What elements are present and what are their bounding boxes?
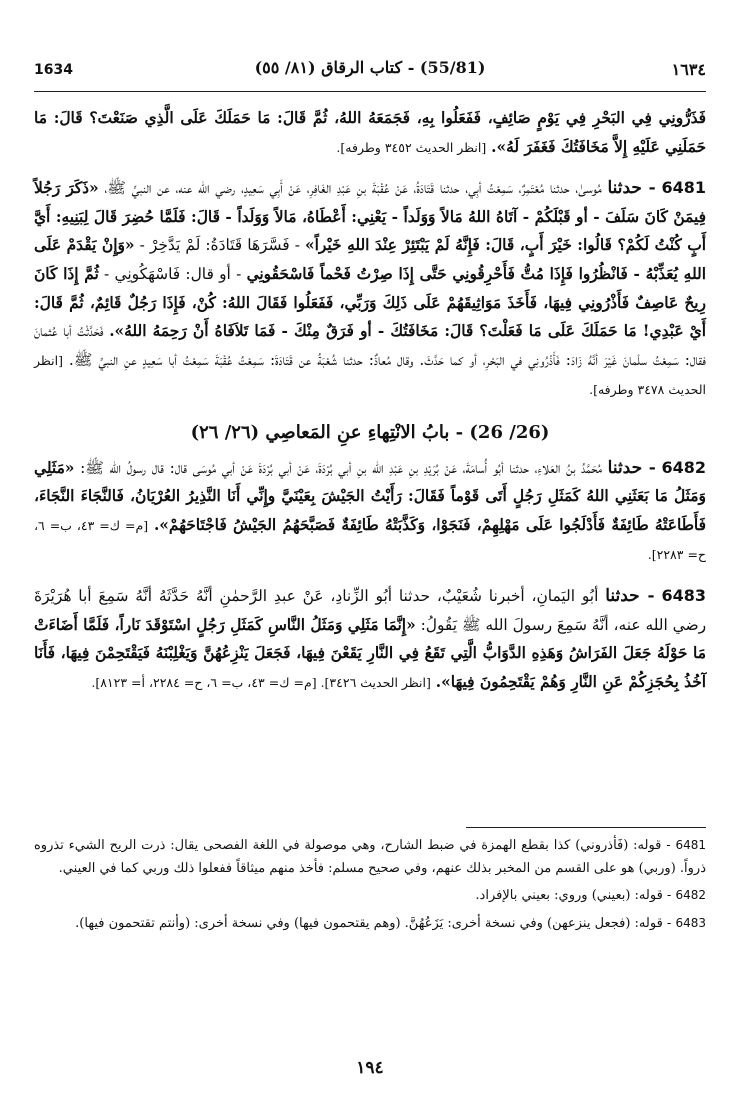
page-number-latin: 1634: [34, 62, 73, 78]
commentary: فَحَدَّثْتُ أبا عُثمانَ فقال: سَمِعْتُ سلْمانَ غَيْرَ أنَّهُ زَادَ: فَأَذْرُونِي في البَحْرِ، أو كما حَدَّثَ. وقال مُعاذٌ: حدثنا شُعْبَةُ عن قَتَادَةَ: سَمِعْتُ عُقْبَةَ سَمِعْتُ أبا سَعِيدٍ عنِ النبيِّ ﷺ.: [34, 322, 706, 369]
hadith-6482: [34, 454, 706, 570]
footnote-number: 6481: [675, 838, 706, 852]
hadith-6483: [34, 582, 706, 697]
page-number-arabic: ١٦٣٤: [671, 60, 706, 79]
hadith-number: 6482: [661, 457, 706, 477]
footnote: [34, 884, 706, 908]
chapter-title: (26/ 26) - بابُ الانْتِهاءِ عنِ المَعاصِي (٢٦/ ٢٦): [190, 421, 550, 443]
haddathana-label: - حدثنا: [605, 585, 655, 606]
page-footer-number: ١٩٤: [356, 1058, 384, 1078]
haddathana-label: - حدثنا: [607, 178, 656, 199]
isnad: أبُو اليَمانِ، أخبرنا شُعَيْبٌ، حدثنا أبُو الزِّنادِ، عَنْ عبدِ الرَّحمٰنِ أنَّهُ حَدَّثَهُ أنَّهُ سَمِعَ أبا هُرَيْرَةَ رضي الله عنه، أنَّهُ سَمِعَ رسولَ الله ﷺ يَقُولُ:: [34, 586, 706, 634]
header-rule: [34, 91, 706, 92]
footnotes: [34, 834, 706, 939]
running-title: (55/81) - كتاب الرقاق (٨١/ ٥٥): [254, 58, 486, 77]
hadith-number: 6481: [661, 178, 706, 198]
footnote-number: 6482: [675, 888, 706, 902]
matn: ثُمَّ إِذَا كَانَ رِيحٌ عَاصِفٌ فَأَذْرُونِي فِيهَا، فَأَخَذَ مَوَاثِيقَهُمْ عَلَى ذَلِكَ وَرَبِّي، فَفَعَلُوا فَقَالَ اللهُ: كُنْ، فَإِذَا رَجُلٌ قَائِمٌ، ثُمَّ قَالَ: أَيْ عَبْدِي! مَا حَمَلَكَ عَلَى مَا فَعَلْتَ؟ قَالَ: مَخَافَتُكَ - أو فَرَقٌ مِنْكَ - فَمَا تَلاَفَاهُ أَنْ رَحِمَهُ اللهُ».: [34, 264, 706, 341]
isnad: مُوسىٰ، حدثنا مُعْتَمِرٌ، سَمِعْتُ أبِي، حدثنا قَتَادَةُ، عَنْ عُقْبَةَ بنِ عَبْدِ الغَافِرِ، عَنْ أَبِي سَعِيدٍ، رضي الله عنه، عن النبيِّ ﷺ،: [98, 179, 602, 198]
footnote: [34, 834, 706, 880]
main-text: [34, 104, 706, 697]
hadith-6481: [34, 174, 706, 405]
hadith-number: 6483: [661, 585, 706, 605]
footnote-number: 6483: [675, 915, 706, 930]
page-header: [34, 58, 706, 88]
matn: «إِنَّمَا مَثَلِي وَمَثَلُ النَّاسِ كَمَثَلِ رَجُلٍ اسْتَوْقَدَ نَاراً، فَلَمَّا أَضَاءَتْ مَا حَوْلَهُ جَعَلَ الفَرَاشُ وَهَذِهِ الدَّوَابُّ الَّتِي تَقَعُ فِي النَّارِ يَقَعْنَ فِيهَا، فَجَعَلَ يَنْزِعُهُنَّ وَيَغْلِبْنَهُ فَيَقْتَحِمْنَ فِيهَا، فَأَنَا آخُذُ بِحُجَزِكُمْ عَنِ النَّارِ وَهُمْ يَقْتَحِمُونَ فِيهَا».: [34, 615, 706, 691]
matn: «وَإِنْ يَقْدَمْ عَلَى اللهِ يُعَذِّبْهُ - فَانْظُرُوا فَإِذَا مُتُّ فَأَحْرِقُونِي حَتَّى إِذَا صِرْتُ فَحْماً فَاسْحَقُونِي: [34, 236, 706, 283]
footnote: [34, 912, 706, 936]
hadith-ref: [انظر الحديث ٣٤٢٦]. [م= ك= ٤٣، ب= ٦، ح= ٢٢٨٤، أ= ٨١٢٣].: [91, 674, 431, 690]
matn: «مَثَلِي وَمَثَلُ مَا بَعَثَنِي اللهُ كَمَثَلِ رَجُلٍ أَتَى قَوْماً فَقَالَ: رَأَيْتُ الجَيْشَ بِعَيْنَيَّ وإِنِّي أَنَا النَّذِيرُ العُرْيَانُ، فَالنَّجَاءَ النَّجَاءَ، فَأَطَاعَتْهُ طَائِفَةٌ فَأَدْلَجُوا عَلَى مَهْلِهِمْ، فَنَجَوْا، وَكَذَّبَتْهُ طَائِفَةٌ فَصَبَّحَهُمُ الجَيْشُ فَاجْتَاحَهُمْ».: [34, 458, 706, 534]
isnad: مُحَمَّدُ بنُ العَلاءِ، حدثنا أبُو أُسامَةَ، عَنْ بُرَيْدِ بنِ عَبْدِ الله بنِ أبي بُرْدَةَ، عَنْ أبي بُرْدَةَ عَنْ أبي مُوسَى قال: قال رسولُ الله ﷺ:: [74, 458, 602, 477]
footnote-text: - قوله: (فَأذروني) كذا بقطع الهمزة في ضبط الشارح، وهي موصولة في اللغة الفصحى يقال: ذرت الريح الشيء تذروه ذرواً. (وربي) هو على القسم من المخبر بذلك عنهم، وفي صحيح مسلم: فأخذ منهم ميثاقاً ففعلوا ذلك وربي كما في العيني.: [34, 838, 706, 876]
continuation-text: فَذَرُّونِي فِي البَحْرِ فِي يَوْمٍ صَائِفٍ، فَفَعَلُوا بِهِ، فَجَمَعَهُ اللهُ، ثُمَّ قَالَ: مَا حَمَلَكَ عَلَى الَّذِي صَنَعْتَ؟ قَالَ: مَا حَمَلَنِي عَلَيْهِ إِلاَّ مَخَافَتُكَ فَغَفَرَ لَهُ».: [34, 109, 706, 156]
commentary: - أو قال: فَاسْهَكُونِي -: [98, 264, 247, 283]
hadith-ref: [م= ك= ٤٣، ب= ٦، ح= ٢٢٨٣].: [34, 517, 706, 563]
commentary: - فَسَّرَهَا قَتَادَةُ: لَمْ يَدَّخِرْ -: [134, 236, 306, 255]
continuation-ref: [انظر الحديث ٣٤٥٢ وطرفه].: [336, 139, 487, 155]
matn: «ذَكَرَ رَجُلاً فِيمَنْ كَانَ سَلَفَ - أو قَبْلَكُمْ - آتَاهُ اللهُ مَالاً وَوَلَداً - يَعْنِي: أَعْطَاهُ، مَالاً وَوَلَداً - قَالَ: فَلَمَّا حُضِرَ قَالَ لِبَنِيهِ: أَيَّ أَبٍ كُنْتُ لَكُمْ؟ قَالُوا: خَيْرَ أَبٍ، قَالَ: فَإِنَّهُ لَمْ يَبْتَئِرْ عِنْدَ اللهِ خَيْراً»: [34, 179, 707, 255]
continuation-paragraph: [34, 104, 706, 162]
haddathana-label: - حدثنا: [607, 457, 656, 478]
hadith-ref: [انظر الحديث ٣٤٧٨ وطرفه].: [34, 352, 706, 398]
footnote-text: - قوله: (بعيني) وروي: بعيني بالإفراد.: [475, 888, 672, 903]
footnote-rule: [466, 827, 706, 828]
footnote-text: - قوله: (فجعل ينزعهن) وفي نسخة أخرى: يَزَعُهُنَّ. (وهم يقتحمون فيها) وفي نسخة أخرى: (وأنتم تقتحمون فيها).: [75, 915, 672, 931]
